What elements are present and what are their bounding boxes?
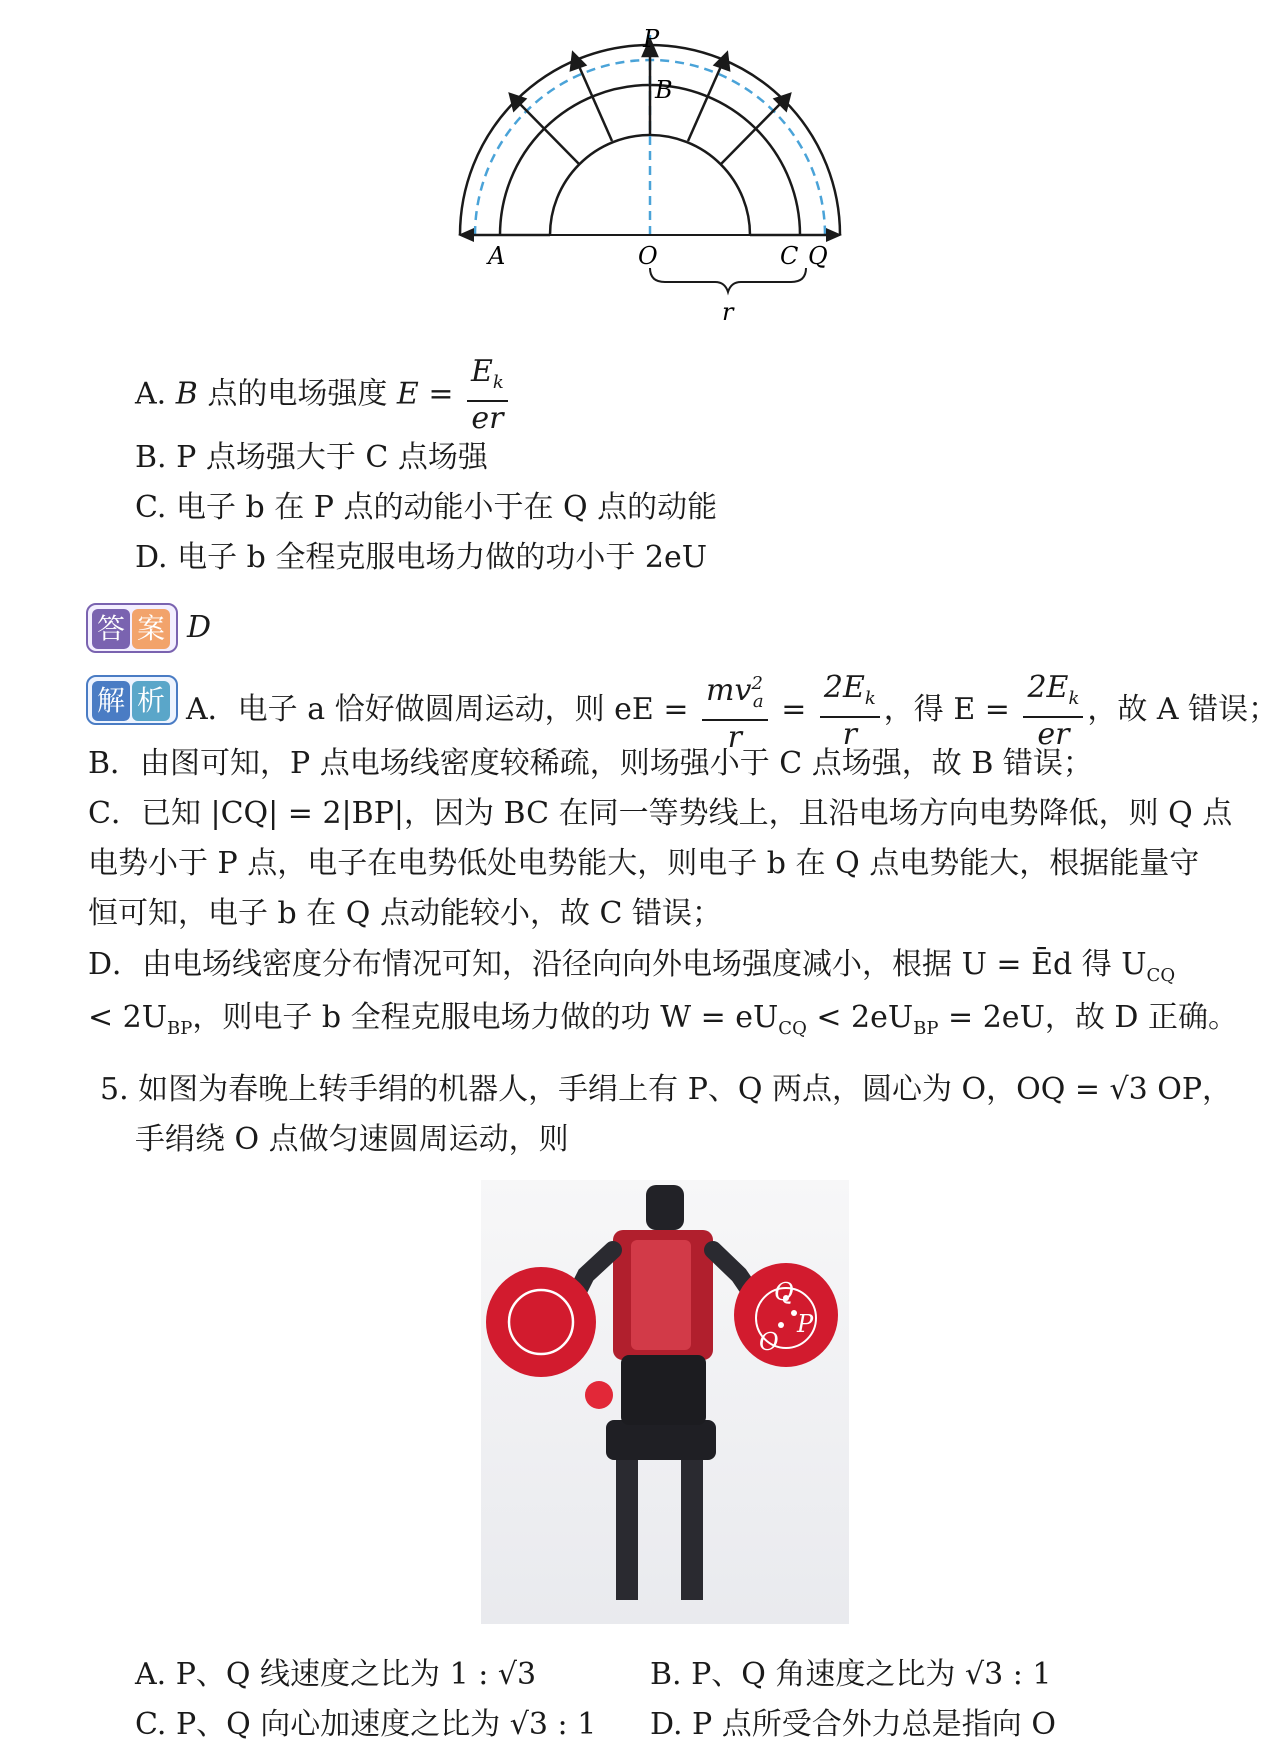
label-p: P — [643, 25, 660, 53]
photo-label-o: O — [759, 1328, 779, 1356]
radius-brace — [650, 268, 806, 292]
option-c: C. 电子 b 在 P 点的动能小于在 Q 点的动能 — [135, 490, 718, 525]
answer-badge: 答 案 — [86, 603, 178, 653]
q5-stem-line1: 5. 如图为春晚上转手绢的机器人，手绢上有 P、Q 两点，圆心为 O，OQ = √3 OP， — [100, 1072, 1233, 1107]
q5-option-c: C. P、Q 向心加速度之比为 √3 : 1 — [135, 1707, 597, 1742]
label-a: A — [488, 242, 506, 270]
q5-option-b: B. P、Q 角速度之比为 √3 : 1 — [650, 1657, 1052, 1692]
photo-label-q: Q — [774, 1278, 794, 1306]
robot-photo — [481, 1180, 849, 1624]
option-d: D. 电子 b 全程克服电场力做的功小于 2eU — [135, 540, 708, 575]
analysis-c1: C．已知 |CQ| = 2|BP|，因为 BC 在同一等势线上，且沿电场方向电势降低，则 Q 点 — [88, 796, 1233, 831]
option-b: B. P 点场强大于 C 点场强 — [135, 440, 488, 475]
q5-option-d: D. P 点所受合外力总是指向 O — [650, 1707, 1056, 1742]
analysis-d2: < $2U_{BP}$，则电子 b 全程克服电场力做的功 $W = eU_{CQ} < 2eU_{BP} = 2eU$，故 D 正确。 — [88, 1000, 1238, 1039]
analysis-d1: D．由电场线密度分布情况可知，沿径向向外电场强度减小，根据 U = Ēd 得 $U_{CQ}$ — [88, 947, 1176, 986]
robot-illustration — [481, 1180, 849, 1624]
label-o: O — [638, 242, 658, 270]
option-a: A. B 点的电场强度 E = $\frac{E_k}{er}$ — [135, 355, 512, 436]
label-c: C — [780, 242, 799, 270]
analysis-c3: 恒可知，电子 b 在 Q 点动能较小，故 C 错误； — [88, 896, 722, 931]
label-b: B — [655, 76, 673, 104]
analysis-badge: 解 析 — [86, 675, 178, 725]
photo-label-p: P — [797, 1310, 814, 1338]
field-line-diagram — [440, 10, 900, 330]
answer-value: D — [187, 610, 212, 645]
analysis-b: B．由图可知，P 点电场线密度较稀疏，则场强小于 C 点场强，故 B 错误； — [88, 746, 1093, 781]
label-r: r — [722, 298, 734, 326]
analysis-a: A．电子 a 恰好做圆周运动，则 eE = $\frac{mv^2_a}{r}$ = $\frac{2E_k}{r}$ ，得 E = $\frac{2E_k}{er}$ ，故 A 错误； — [186, 667, 1278, 755]
analysis-c2: 电势小于 P 点，电子在电势低处电势能大，则电子 b 在 Q 点电势能大，根据能量守 — [88, 846, 1200, 881]
q5-stem-line2: 手绢绕 O 点做匀速圆周运动，则 — [135, 1122, 569, 1157]
q5-option-a: A. P、Q 线速度之比为 1 : √3 — [135, 1657, 537, 1692]
fraction-ek-er: $\frac{E_k}{er}$ — [467, 355, 508, 436]
label-q: Q — [808, 242, 828, 270]
